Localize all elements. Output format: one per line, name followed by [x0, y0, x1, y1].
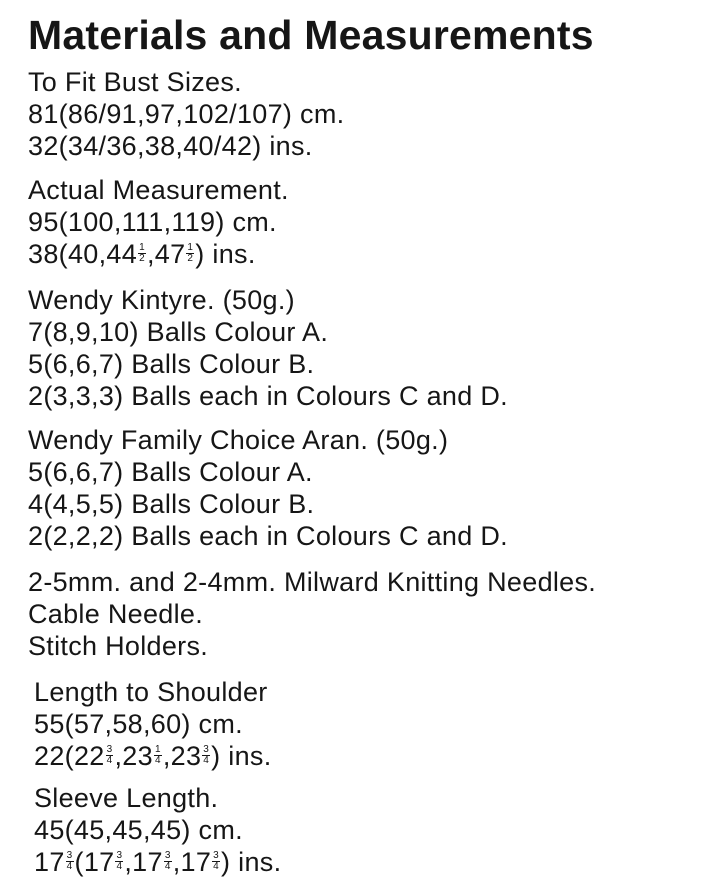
actual-measurement-section: [28, 174, 289, 270]
sleeve-cm: 45(45,45,45) cm.: [34, 815, 243, 845]
aran-colour-b: 4(4,5,5) Balls Colour B.: [28, 489, 315, 519]
kintyre-colour-b: 5(6,6,7) Balls Colour B.: [28, 349, 315, 379]
fraction: $\frac{3}{4}$: [203, 744, 210, 767]
stitch-holders: Stitch Holders.: [28, 631, 209, 661]
bust-sizes-ins: 32(34/36,38,40/42) ins.: [28, 131, 313, 161]
actual-measurement-cm: 95(100,111,119) cm.: [28, 207, 277, 237]
bust-sizes-heading: To Fit Bust Sizes.: [28, 67, 242, 97]
fraction: $\frac{1}{2}$: [139, 242, 145, 265]
kintyre-heading: Wendy Kintyre. (50g.): [28, 285, 295, 315]
bust-sizes-cm: 81(86/91,97,102/107) cm.: [28, 99, 345, 129]
wendy-kintyre-section: [28, 284, 508, 412]
actual-measurement-ins: 38(40,44 $\frac{1}{2}$ ,47 $\frac{1}{2}$ ) ins.: [28, 239, 256, 269]
aran-heading: Wendy Family Choice Aran. (50g.): [28, 425, 449, 455]
fraction: $\frac{1}{4}$: [154, 744, 161, 767]
sleeve-length-section: [34, 782, 281, 878]
aran-colour-a: 5(6,6,7) Balls Colour A.: [28, 457, 313, 487]
needles-section: [28, 566, 596, 662]
fraction: $\frac{1}{2}$: [187, 242, 194, 265]
cable-needle: Cable Needle.: [28, 599, 204, 629]
fraction: $\frac{3}{4}$: [66, 850, 73, 873]
fraction: $\frac{3}{4}$: [213, 850, 220, 873]
sleeve-heading: Sleeve Length.: [34, 783, 219, 813]
length-ins: 22(22 $\frac{3}{4}$ ,23 $\frac{1}{4}$ ,23 $\frac{3}{4}$ ) ins.: [34, 741, 272, 771]
page-title: Materials and Measurements: [28, 12, 594, 58]
fraction: $\frac{3}{4}$: [116, 850, 123, 873]
actual-measurement-heading: Actual Measurement.: [28, 175, 289, 205]
bust-sizes-section: [28, 66, 344, 162]
wendy-aran-section: [28, 424, 508, 552]
kintyre-colours-cd: 2(3,3,3) Balls each in Colours C and D.: [28, 381, 508, 411]
length-heading: Length to Shoulder: [34, 677, 268, 707]
kintyre-colour-a: 7(8,9,10) Balls Colour A.: [28, 317, 329, 347]
aran-colours-cd: 2(2,2,2) Balls each in Colours C and D.: [28, 521, 508, 551]
knitting-needles: 2-5mm. and 2-4mm. Milward Knitting Needles.: [28, 567, 597, 597]
length-cm: 55(57,58,60) cm.: [34, 709, 243, 739]
length-to-shoulder-section: [34, 676, 272, 772]
fraction: $\frac{3}{4}$: [106, 744, 113, 767]
fraction: $\frac{3}{4}$: [164, 850, 171, 873]
sleeve-ins: 17 $\frac{3}{4}$ (17 $\frac{3}{4}$ ,17 $\frac{3}{4}$ ,17 $\frac{3}{4}$ ) ins.: [34, 847, 282, 877]
